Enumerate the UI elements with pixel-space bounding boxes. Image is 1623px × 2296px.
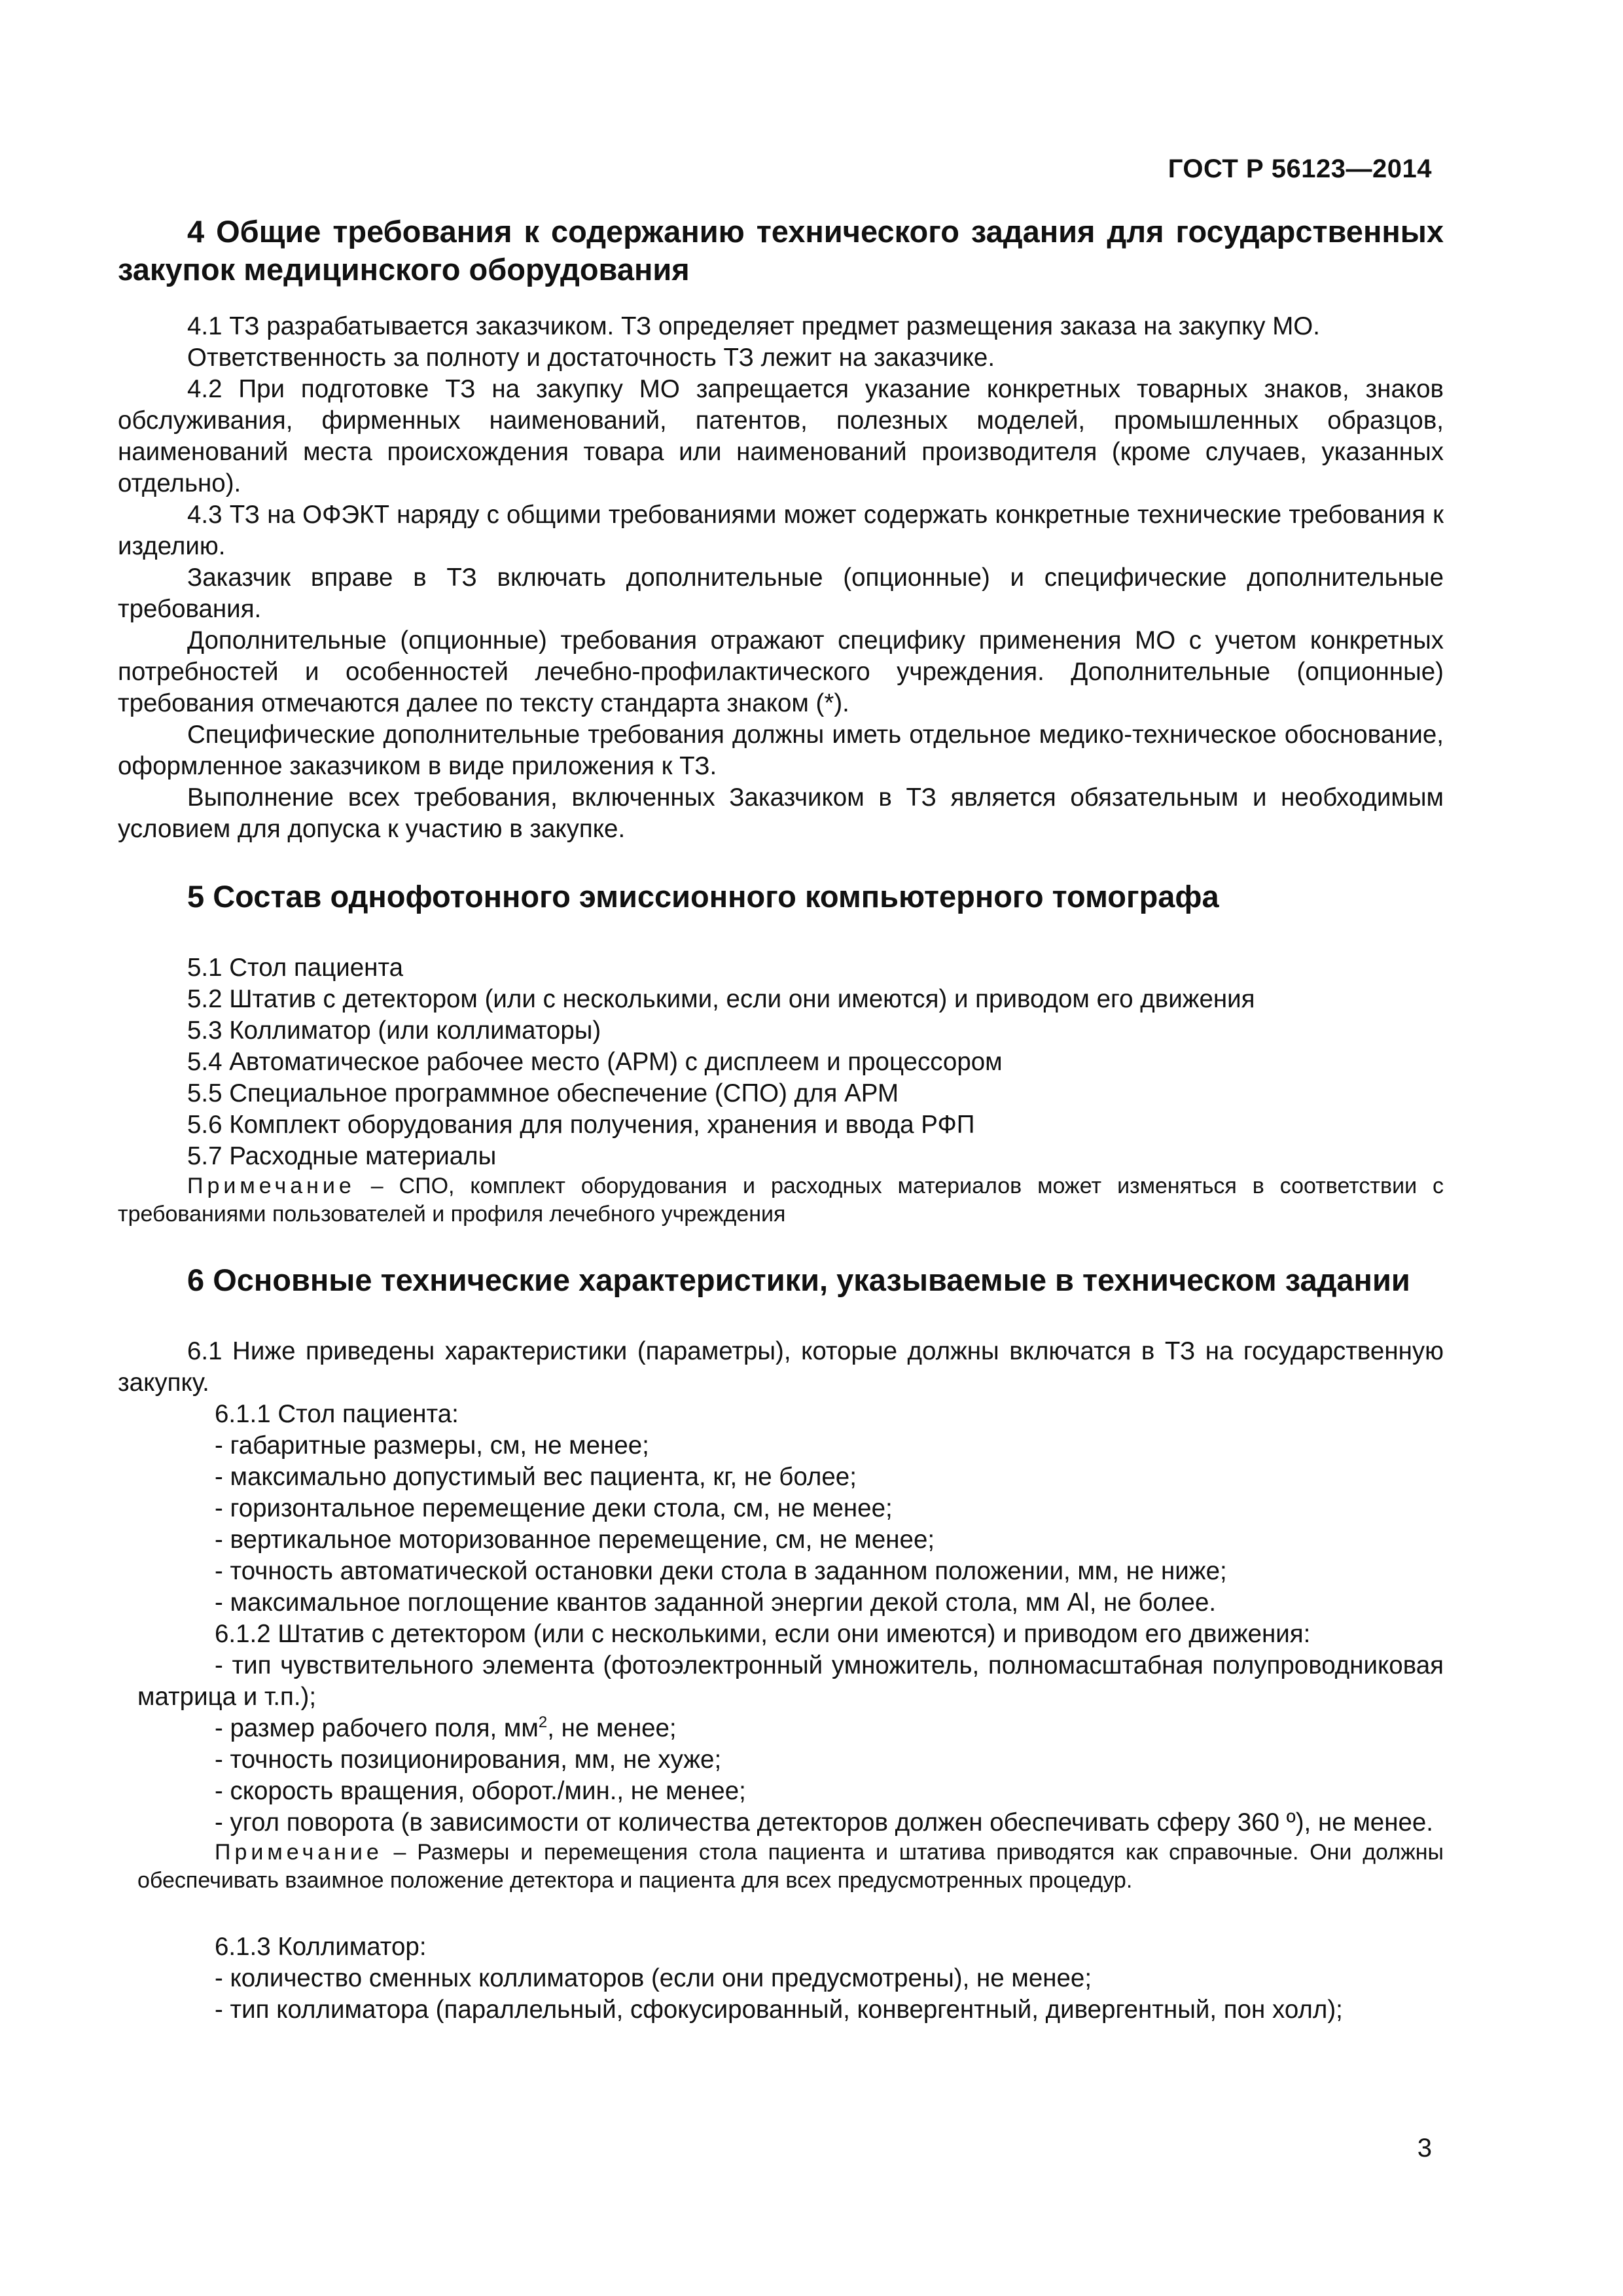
subsection-6-1-3-title: 6.1.3 Коллиматор: [215,1933,427,1961]
list-item-5-6: 5.6 Комплект оборудования для получения, хранения и ввода РФП [187,1111,975,1139]
section-4-heading: 4 Общие требования к содержанию технического задания для государственных закупок медицинского оборудования [118,214,1444,287]
list-item-6-1-3-a: - количество сменных коллиматоров (если они предусмотрены), не менее; [215,1964,1092,1992]
list-item-6-1-2-c: - точность позиционирования, мм, не хуже; [215,1746,722,1774]
section-6-heading: 6 Основные технические характеристики, указываемые в техническом задании [187,1263,1410,1297]
paragraph-4-1: 4.1 ТЗ разрабатывается заказчиком. ТЗ определяет предмет размещения заказа на закупку МО. [187,312,1320,340]
list-item-6-1-2-e: - угол поворота (в зависимости от количества детекторов должен обеспечивать сферу 360 º), не менее. [215,1808,1433,1837]
list-item-6-1-1-f: - максимальное поглощение квантов заданной энергии декой стола, мм Al, не более. [215,1588,1217,1617]
list-item-5-7: 5.7 Расходные материалы [187,1142,497,1170]
note-label: Примечание [215,1840,383,1865]
list-item-6-1-1-c: - горизонтальное перемещение деки стола, см, не менее; [215,1494,893,1522]
paragraph-4-3-specific: Специфические дополнительные требования должны иметь отдельное медико-техническое обоснование, оформленное заказчиком в виде приложения к ТЗ. [118,721,1444,780]
list-item-5-3: 5.3 Коллиматор (или коллиматоры) [187,1016,601,1045]
list-item-text: - размер рабочего поля, мм [215,1714,539,1742]
paragraph-4-3-optional: Дополнительные (опционные) требования отражают специфику применения МО с учетом конкретных потребностей и особенностей лечебно-профилактического учреждения. Дополнительные (опционные) требования отмечаются далее по тексту стандарта знаком (*). [118,626,1444,717]
list-item-6-1-2-b [118,1713,1444,1744]
page-content [118,213,1444,2026]
list-item-6-1-1-e: - точность автоматической остановки деки стола в заданном положении, мм, не ниже; [215,1557,1227,1585]
note-text: – СПО, комплект оборудования и расходных материалов может изменяться в соответствии с требованиями пользователей и профиля лечебного учреждения [118,1174,1444,1227]
list-item-5-2: 5.2 Штатив с детектором (или с несколькими, если они имеются) и приводом его движения [187,985,1255,1013]
note-label: Примечание [187,1174,355,1198]
list-item-6-1-1-a: - габаритные размеры, см, не менее; [215,1431,649,1460]
list-item-6-1-2-a: - тип чувствительного элемента (фотоэлектронный умножитель, полномасштабная полупроводниковая матрица и т.п.); [137,1651,1444,1711]
list-item-6-1-3-b: - тип коллиматора (параллельный, сфокусированный, конвергентный, дивергентный, пон холл); [215,1996,1343,2024]
standard-code: ГОСТ Р 56123—2014 [1168,154,1432,183]
paragraph-6-1: 6.1 Ниже приведены характеристики (параметры), которые должны включатся в ТЗ на государственную закупку. [118,1337,1444,1397]
superscript: 2 [538,1713,548,1731]
page-number: 3 [1417,2134,1432,2162]
list-item-5-1: 5.1 Стол пациента [187,954,404,982]
paragraph-4-3: 4.3 ТЗ на ОФЭКТ наряду с общими требованиями может содержать конкретные технические требования к изделию. [118,501,1444,560]
paragraph-4-1-responsibility: Ответственность за полноту и достаточность ТЗ лежит на заказчике. [187,344,995,372]
paragraph-4-3-customer: Заказчик вправе в ТЗ включать дополнительные (опционные) и специфические дополнительные требования. [118,564,1444,623]
section-5-heading: 5 Состав однофотонного эмиссионного компьютерного томографа [187,879,1219,914]
paragraph-4-2: 4.2 При подготовке ТЗ на закупку МО запрещается указание конкретных товарных знаков, знаков обслуживания, фирменных наименований, патентов, полезных моделей, промышленных образцов, наименований места происхождения товара или наименований производителя (кроме случаев, указанных отдельно). [118,375,1444,497]
subsection-6-1-1-title: 6.1.1 Стол пациента: [215,1400,459,1428]
list-item-5-4: 5.4 Автоматическое рабочее место (АРМ) с дисплеем и процессором [187,1048,1003,1076]
subsection-6-1-2-title: 6.1.2 Штатив с детектором (или с несколькими, если они имеются) и приводом его движения: [215,1620,1311,1648]
list-item-6-1-1-d: - вертикальное моторизованное перемещение, см, не менее; [215,1526,935,1554]
paragraph-4-3-fulfillment: Выполнение всех требования, включенных Заказчиком в ТЗ является обязательным и необходимым условием для допуска к участию в закупке. [118,783,1444,843]
list-item-6-1-1-b: - максимально допустимый вес пациента, кг, не более; [215,1463,857,1491]
section-5-note [118,1172,1444,1229]
note-text: – Размеры и перемещения стола пациента и штатива приводятся как справочные. Они должны обеспечивать взаимное положение детектора и пациента для всех предусмотренных процедур. [137,1840,1444,1893]
list-item-5-5: 5.5 Специальное программное обеспечение (СПО) для АРМ [187,1079,899,1107]
list-item-6-1-2-d: - скорость вращения, оборот./мин., не менее; [215,1777,746,1805]
section-6-note [118,1839,1444,1895]
list-item-text: , не менее; [547,1714,677,1742]
